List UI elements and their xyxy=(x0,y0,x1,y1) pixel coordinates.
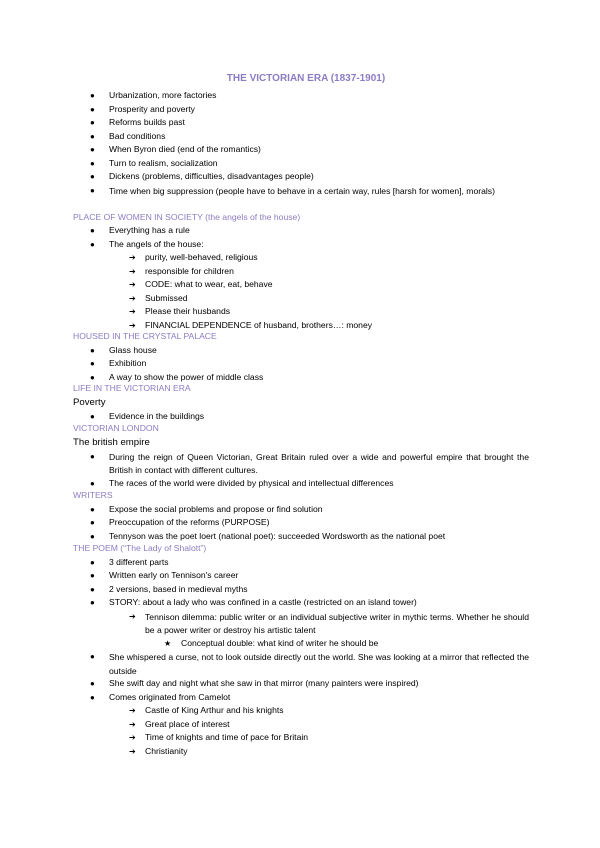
arrow-icon: ➔ xyxy=(129,280,136,289)
life-item: Evidence in the buildings xyxy=(109,410,205,421)
poem-item: Written early on Tennison's career xyxy=(109,570,239,580)
women-item: The angels of the house: xyxy=(109,238,204,249)
poem-item: STORY: about a lady who was confined in a castle (restricted on an island tower) xyxy=(109,597,417,607)
intro-item: When Byron died (end of the romantics) xyxy=(109,144,261,154)
women-subitem: FINANCIAL DEPENDENCE of husband, brothers…: money xyxy=(145,319,373,330)
poem-item: 2 versions, based in medieval myths xyxy=(109,583,248,594)
arrow-icon: ➔ xyxy=(129,719,136,729)
intro-item: Dickens (problems, difficulties, disadvantages people) xyxy=(109,171,314,181)
bullet-dot: ● xyxy=(90,571,95,580)
arrow-icon: ➔ xyxy=(129,320,136,330)
bullet-dot: ● xyxy=(90,239,95,249)
camelot-item: Time of knights and time of pace for Britain xyxy=(145,732,309,742)
women-subitem: responsible for children xyxy=(145,265,234,276)
page-title: THE VICTORIAN ERA (1837-1901) xyxy=(226,73,386,84)
bullet-dot: ● xyxy=(90,372,95,382)
bullet-dot: ● xyxy=(90,531,95,541)
arrow-icon: ➔ xyxy=(129,706,136,715)
subheading-poverty: Poverty xyxy=(73,397,106,408)
bullet-dot: ● xyxy=(90,345,95,355)
section-heading-crystal-palace: HOUSED IN THE CRYSTAL PALACE xyxy=(73,331,217,341)
bullet-dot: ● xyxy=(90,584,95,594)
section-heading-life: LIFE IN THE VICTORIAN ERA xyxy=(73,383,191,393)
poem-item: Comes originated from Camelot xyxy=(109,691,231,702)
bullet-dot: ● xyxy=(90,557,95,567)
subheading-empire: The british empire xyxy=(73,437,150,448)
bullet-dot: ● xyxy=(90,145,95,154)
arrow-icon: ➔ xyxy=(129,611,136,621)
women-subitem: CODE: what to wear, eat, behave xyxy=(145,279,273,289)
intro-item: Urbanization, more factories xyxy=(109,90,217,100)
women-subitem: Submissed xyxy=(145,292,188,303)
poem-item: She swift day and night what she saw in that mirror (many painters were inspired) xyxy=(109,678,419,688)
poem-item: 3 different parts xyxy=(109,556,169,567)
bullet-dot: ● xyxy=(90,185,95,195)
section-heading-women: PLACE OF WOMEN IN SOCIETY (the angels of the house) xyxy=(73,211,301,222)
poem-dilemma: Tennison dilemma: public writer or an individual subjective writer in mythic terms. Whether he should be a power writer or destroy his artistic talent xyxy=(145,611,529,635)
women-subitem: Please their husbands xyxy=(145,306,231,316)
crystal-item: Exhibition xyxy=(109,358,147,368)
bullet-dot: ● xyxy=(90,478,95,488)
bullet-dot: ● xyxy=(90,131,95,141)
arrow-icon: ➔ xyxy=(129,293,136,303)
bullet-dot: ● xyxy=(90,679,95,688)
bullet-dot: ● xyxy=(90,104,95,114)
london-item: The races of the world were divided by physical and intellectual differences xyxy=(109,477,394,488)
intro-item: Reforms builds past xyxy=(109,117,185,127)
intro-item: Turn to realism, socialization xyxy=(109,157,218,168)
bullet-dot: ● xyxy=(90,359,95,368)
women-item: Everything has a rule xyxy=(109,225,190,235)
arrow-icon: ➔ xyxy=(129,733,136,742)
section-heading-london: VICTORIAN LONDON xyxy=(73,423,159,433)
bullet-dot: ● xyxy=(90,598,95,607)
writers-item: Expose the social problems and propose or find solution xyxy=(109,503,323,514)
star-icon: ★ xyxy=(164,638,172,648)
section-heading-poem: THE POEM (“The Lady of Shalott”) xyxy=(73,543,207,553)
camelot-item: Castle of King Arthur and his knights xyxy=(145,705,284,715)
bullet-dot: ● xyxy=(90,518,95,527)
bullet-dot: ● xyxy=(90,91,95,100)
bullet-dot: ● xyxy=(90,692,95,702)
writers-item: Tennyson was the poet loert (national poet): succeeded Wordsworth as the national poet xyxy=(109,530,446,541)
bullet-dot: ● xyxy=(90,118,95,127)
poem-conceptual: Conceptual double: what kind of writer he should be xyxy=(181,637,379,648)
section-heading-writers: WRITERS xyxy=(73,490,113,500)
intro-item: Prosperity and poverty xyxy=(109,103,195,114)
crystal-item: A way to show the power of middle class xyxy=(109,371,264,382)
bullet-dot: ● xyxy=(90,172,95,181)
intro-item: Bad conditions xyxy=(109,130,166,141)
bullet-dot: ● xyxy=(90,451,95,461)
camelot-item: Christianity xyxy=(145,745,188,756)
bullet-dot: ● xyxy=(90,226,95,235)
arrow-icon: ➔ xyxy=(129,253,136,262)
london-item: During the reign of Queen Victorian, Great Britain ruled over a wide and powerful empire that brought the British in contact with different cultures. xyxy=(109,451,529,475)
intro-item: Time when big suppression (people have to behave in a certain way, rules [harsh for women], morals) xyxy=(109,185,495,196)
arrow-icon: ➔ xyxy=(129,307,136,316)
arrow-icon: ➔ xyxy=(129,746,136,756)
camelot-item: Great place of interest xyxy=(145,718,230,729)
bullet-dot: ● xyxy=(90,158,95,168)
writers-item: Preoccupation of the reforms (PURPOSE) xyxy=(109,517,270,527)
bullet-dot: ● xyxy=(90,411,95,421)
arrow-icon: ➔ xyxy=(129,266,136,276)
bullet-dot: ● xyxy=(90,652,95,661)
women-subitem: purity, well-behaved, religious xyxy=(145,252,258,262)
poem-item: She whispered a curse, not to look outside directly out the world. She was looking at a mirror that reflected the outside xyxy=(109,652,529,676)
bullet-dot: ● xyxy=(90,504,95,514)
crystal-item: Glass house xyxy=(109,344,157,355)
